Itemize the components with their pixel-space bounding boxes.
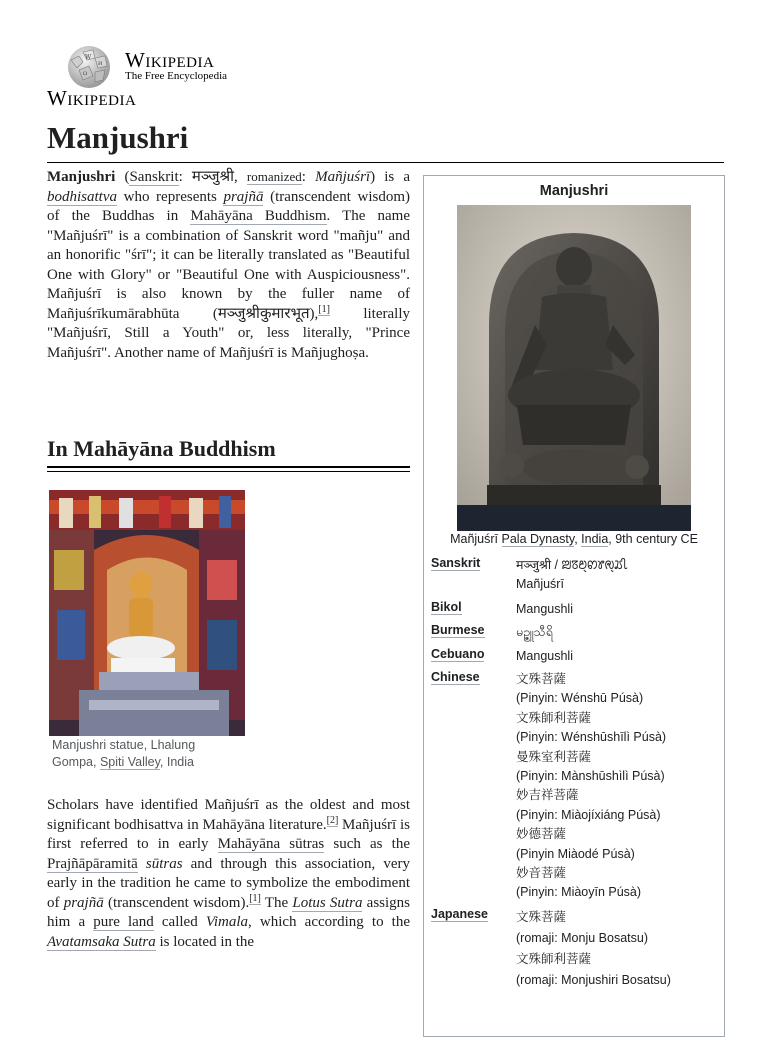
wikipedia-tagline: The Free Encyclopedia bbox=[125, 70, 228, 82]
infobox-value-line: (romaji: Monju Bosatsu) bbox=[516, 931, 648, 945]
wikipedia-wordmark: Wikipedia bbox=[125, 48, 215, 72]
sanskrit-link[interactable]: Sanskrit bbox=[129, 169, 179, 185]
text: Mañjuśrī is first referred to in early bbox=[47, 816, 411, 852]
svg-text:И: И bbox=[98, 61, 103, 67]
text: , 9th century CE bbox=[608, 532, 698, 546]
thumbnail-caption bbox=[52, 737, 242, 771]
infobox-label-japanese[interactable]: Japanese bbox=[431, 907, 488, 921]
text: , India bbox=[159, 755, 194, 769]
infobox-value-bikol: Mangushli bbox=[516, 602, 573, 616]
infobox-value-line: (Pinyin: Miàoyīn Púsà) bbox=[516, 885, 642, 900]
section-divider bbox=[47, 466, 410, 468]
spiti-valley-link[interactable]: Spiti Valley bbox=[99, 755, 160, 769]
infobox-label-sanskrit[interactable]: Sanskrit bbox=[431, 556, 481, 570]
reference-1[interactable]: [1] bbox=[318, 303, 330, 315]
infobox-value-cebuano: Mangushli bbox=[516, 649, 573, 663]
section-divider bbox=[47, 471, 410, 472]
article-subject: Manjushri bbox=[47, 169, 116, 185]
infobox-value-line: (romaji: Monjushiri Bosatsu) bbox=[516, 973, 671, 987]
infobox-caption bbox=[424, 532, 724, 546]
infobox-label-bikol[interactable]: Bikol bbox=[431, 600, 462, 614]
reference-1[interactable]: [1] bbox=[249, 892, 261, 904]
infobox-value-line: 妙德菩薩 bbox=[516, 827, 567, 842]
infobox-value-sanskrit bbox=[516, 556, 716, 595]
infobox-value-line: Mañjuśrī bbox=[516, 577, 564, 592]
infobox-value-line: 文殊師利菩薩 bbox=[516, 710, 592, 725]
title-divider bbox=[47, 162, 724, 163]
section-heading: In Mahāyāna Buddhism bbox=[47, 436, 276, 461]
lhalung-gompa-statue-image[interactable] bbox=[49, 490, 245, 736]
prajnaparamita-link[interactable]: Prajñāpāramitā bbox=[47, 855, 138, 872]
infobox-value-line: 文殊菩薩 bbox=[516, 672, 567, 686]
iast-name: Mañjuśrī bbox=[315, 169, 371, 185]
text: Mañjuśrī bbox=[450, 532, 502, 546]
text bbox=[138, 856, 146, 872]
infobox-value-burmese: မဉ္ဇူသီရိ bbox=[516, 625, 553, 639]
infobox-value-line: 妙吉祥菩薩 bbox=[516, 788, 579, 803]
infobox-label-burmese[interactable]: Burmese bbox=[431, 623, 485, 637]
body-paragraph bbox=[47, 796, 410, 952]
text: , which according to the bbox=[248, 914, 410, 930]
svg-text:W: W bbox=[85, 54, 92, 61]
text: (transcendent wisdom) of the Buddhas in bbox=[47, 188, 410, 224]
infobox-value-line: (Pinyin: Miàojíxiáng Púsà) bbox=[516, 807, 661, 822]
avatamsaka-sutra-link[interactable]: Avatamsaka Sutra bbox=[47, 933, 156, 950]
infobox-value-line: (Pinyin: Wénshū Púsà) bbox=[516, 691, 644, 706]
svg-text:Ω: Ω bbox=[83, 71, 88, 77]
infobox-value-chinese bbox=[516, 670, 716, 903]
prajna-italic: prajñā bbox=[63, 894, 104, 911]
reference-2[interactable]: [2] bbox=[326, 814, 339, 826]
wikipedia-wordmark-secondary[interactable]: Wikipedia bbox=[47, 86, 137, 110]
mahayana-sutras-link[interactable]: Mahāyāna sūtras bbox=[217, 836, 325, 852]
wikipedia-globe-icon bbox=[65, 44, 113, 90]
vimala-italic: Vimala bbox=[205, 914, 249, 930]
text: ( bbox=[115, 169, 130, 185]
mahayana-buddhism-link[interactable]: Mahāyāna Buddhism bbox=[190, 208, 327, 224]
infobox-value-line: (Pinyin Miàodé Púsà) bbox=[516, 846, 635, 861]
romanized-link[interactable]: romanized bbox=[246, 169, 302, 184]
infobox-value-line: (Pinyin: Mànshūshìlì Púsà) bbox=[516, 769, 665, 784]
infobox-value-line: 曼殊室利菩薩 bbox=[516, 749, 592, 764]
text: , bbox=[574, 532, 582, 546]
text: such as the bbox=[324, 836, 410, 852]
text: : bbox=[301, 169, 316, 185]
text: assigns him a bbox=[47, 894, 411, 930]
text: who represents bbox=[117, 188, 224, 205]
bodhisattva-link[interactable]: bodhisattva bbox=[47, 188, 117, 205]
text: : मञ्जुश्री, bbox=[178, 169, 247, 185]
text: called bbox=[153, 914, 206, 930]
lotus-sutra-link[interactable]: Lotus Sutra bbox=[292, 894, 363, 911]
manjushri-statue-image[interactable] bbox=[457, 205, 691, 531]
infobox-label-chinese[interactable]: Chinese bbox=[431, 670, 480, 684]
sutras-italic: sūtras bbox=[145, 855, 183, 872]
prajna-link[interactable]: prajñā bbox=[223, 188, 264, 205]
text: and through this association, very early in the tradition he came to symbolize the embodiment of bbox=[47, 855, 410, 911]
text: ) is a bbox=[370, 169, 410, 185]
infobox-value-japanese bbox=[516, 907, 716, 991]
india-link[interactable]: India bbox=[581, 532, 609, 546]
text: The bbox=[260, 894, 293, 911]
infobox-value-line: 妙音菩薩 bbox=[516, 866, 567, 881]
infobox bbox=[423, 175, 725, 1037]
text: . The name "Mañjuśrī" is a combination of Sanskrit word "mañju" and an honorific "śrī"; it can be literally translated as "Beautiful One with Glory" or "Beautiful One with Auspiciousness". Mañjuśrī is also known by the fuller name of Mañjuśrīkumārabhūta (मञ्जुश्रीकुमारभूत), bbox=[47, 208, 410, 322]
infobox-value-line: 文殊師利菩薩 bbox=[516, 952, 592, 966]
text: Manjushri statue, Lhalung Gompa, bbox=[52, 738, 196, 769]
infobox-label-cebuano[interactable]: Cebuano bbox=[431, 647, 485, 661]
text: (transcendent wisdom). bbox=[103, 894, 250, 911]
infobox-title: Manjushri bbox=[539, 183, 609, 199]
infobox-value-line: मञ्जुश्री / ꢪꢿꢗ꣄ꢙꢸꢯ꣄ꢬꢷ bbox=[516, 558, 628, 572]
infobox-value-line: 文殊菩薩 bbox=[516, 910, 567, 924]
pure-land-link[interactable]: pure land bbox=[93, 914, 154, 930]
page-title: Manjushri bbox=[47, 120, 189, 155]
text: literally "Mañjuśrī, Still a Youth" or, less literally, "Prince Mañjuśrī". Another name of Mañjuśrī is Mañjughoṣa. bbox=[47, 305, 410, 361]
infobox-value-line: (Pinyin: Wénshūshīlì Púsà) bbox=[516, 730, 667, 745]
text: is located in the bbox=[155, 933, 255, 950]
text: Scholars have identified Mañjuśrī as the oldest and most significant bodhisattva in Mahāyāna literature. bbox=[47, 797, 410, 833]
pala-dynasty-link[interactable]: Pala Dynasty bbox=[501, 532, 575, 546]
lead-paragraph bbox=[47, 167, 410, 363]
